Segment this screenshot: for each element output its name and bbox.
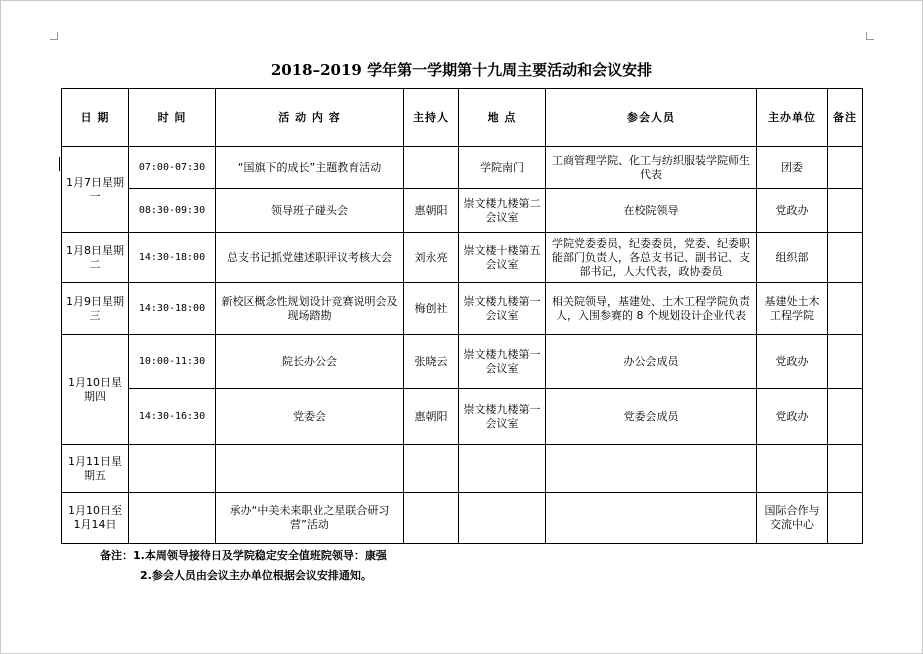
organizer-cell: 团委 [757, 147, 828, 189]
host-cell: 张晓云 [404, 335, 459, 389]
organizer-cell [757, 445, 828, 493]
document-title: 2018–2019 学年第一学期第十九周主要活动和会议安排 [270, 61, 653, 79]
note-line: 2.参会人员由会议主办单位根据会议安排通知。 [140, 569, 372, 582]
host-cell [404, 493, 459, 544]
time-cell: 14:30-18:00 [129, 233, 216, 283]
attendees-cell: 学院党委委员，纪委委员，党委、纪委职能部门负责人，各总支书记、副书记、支部书记，人大代表，政协委员 [546, 233, 757, 283]
organizer-cell: 党政办 [757, 335, 828, 389]
remark-cell [828, 147, 863, 189]
table-row [62, 389, 863, 445]
time-cell: 14:30-16:30 [129, 389, 216, 445]
table-row [62, 493, 863, 544]
organizer-cell: 国际合作与交流中心 [757, 493, 828, 544]
place-cell [459, 493, 546, 544]
place-cell: 学院南门 [459, 147, 546, 189]
organizer-cell: 组织部 [757, 233, 828, 283]
table-row [62, 189, 863, 233]
content-cell: 党委会 [216, 389, 404, 445]
notes-block [100, 546, 387, 586]
organizer-cell: 基建处土木工程学院 [757, 283, 828, 335]
organizer-cell: 党政办 [757, 189, 828, 233]
host-cell [404, 445, 459, 493]
date-cell: 1月8日星期二 [62, 233, 129, 283]
remark-cell [828, 445, 863, 493]
content-cell: 新校区概念性规划设计竞赛说明会及现场踏勘 [216, 283, 404, 335]
content-cell: 院长办公会 [216, 335, 404, 389]
host-cell [404, 147, 459, 189]
time-cell [129, 445, 216, 493]
place-cell [459, 445, 546, 493]
table-row [62, 445, 863, 493]
attendees-cell [546, 493, 757, 544]
attendees-cell: 在校院领导 [546, 189, 757, 233]
date-cell: 1月10日至1月14日 [62, 493, 129, 544]
header-host: 主持人 [404, 89, 459, 147]
attendees-cell [546, 445, 757, 493]
header-attendees: 参会人员 [546, 89, 757, 147]
time-cell: 14:30-18:00 [129, 283, 216, 335]
header-row [62, 89, 863, 147]
date-cell: 1月7日星期一 [62, 147, 129, 233]
host-cell: 惠朝阳 [404, 389, 459, 445]
table-row [62, 283, 863, 335]
header-place: 地 点 [459, 89, 546, 147]
host-cell: 梅创社 [404, 283, 459, 335]
place-cell: 崇文楼九楼第一会议室 [459, 283, 546, 335]
place-cell: 崇文楼十楼第五会议室 [459, 233, 546, 283]
date-cell: 1月11日星期五 [62, 445, 129, 493]
header-date: 日 期 [62, 89, 129, 147]
content-cell: 领导班子碰头会 [216, 189, 404, 233]
schedule-table [61, 88, 863, 544]
remark-cell [828, 233, 863, 283]
remark-cell [828, 389, 863, 445]
header-remark: 备注 [828, 89, 863, 147]
content-cell [216, 445, 404, 493]
note-line: 备注：1.本周领导接待日及学院稳定安全值班院领导：康强 [100, 549, 387, 562]
header-content: 活 动 内 容 [216, 89, 404, 147]
time-cell: 10:00-11:30 [129, 335, 216, 389]
content-cell: “国旗下的成长”主题教育活动 [216, 147, 404, 189]
attendees-cell: 党委会成员 [546, 389, 757, 445]
attendees-cell: 相关院领导，基建处、土木工程学院负责人，入围参赛的 8 个规划设计企业代表 [546, 283, 757, 335]
attendees-cell: 工商管理学院、化工与纺织服装学院师生代表 [546, 147, 757, 189]
time-cell: 08:30-09:30 [129, 189, 216, 233]
date-cell: 1月9日星期三 [62, 283, 129, 335]
table-row [62, 335, 863, 389]
remark-cell [828, 283, 863, 335]
time-cell: 07:00-07:30 [129, 147, 216, 189]
host-cell: 刘永亮 [404, 233, 459, 283]
organizer-cell: 党政办 [757, 389, 828, 445]
time-cell [129, 493, 216, 544]
place-cell: 崇文楼九楼第一会议室 [459, 389, 546, 445]
remark-cell [828, 335, 863, 389]
date-cell: 1月10日星期四 [62, 335, 129, 445]
attendees-cell: 办公会成员 [546, 335, 757, 389]
remark-cell [828, 189, 863, 233]
margin-corner-mark [50, 32, 58, 40]
table-row [62, 147, 863, 189]
margin-corner-mark [866, 32, 874, 40]
content-cell: 总支书记抓党建述职评议考核大会 [216, 233, 404, 283]
place-cell: 崇文楼九楼第一会议室 [459, 335, 546, 389]
host-cell: 惠朝阳 [404, 189, 459, 233]
table-row [62, 233, 863, 283]
content-cell: 承办“中美未来职业之星联合研习营”活动 [216, 493, 404, 544]
remark-cell [828, 493, 863, 544]
header-organizer: 主办单位 [757, 89, 828, 147]
header-time: 时 间 [129, 89, 216, 147]
text-cursor [59, 157, 60, 171]
place-cell: 崇文楼九楼第二会议室 [459, 189, 546, 233]
